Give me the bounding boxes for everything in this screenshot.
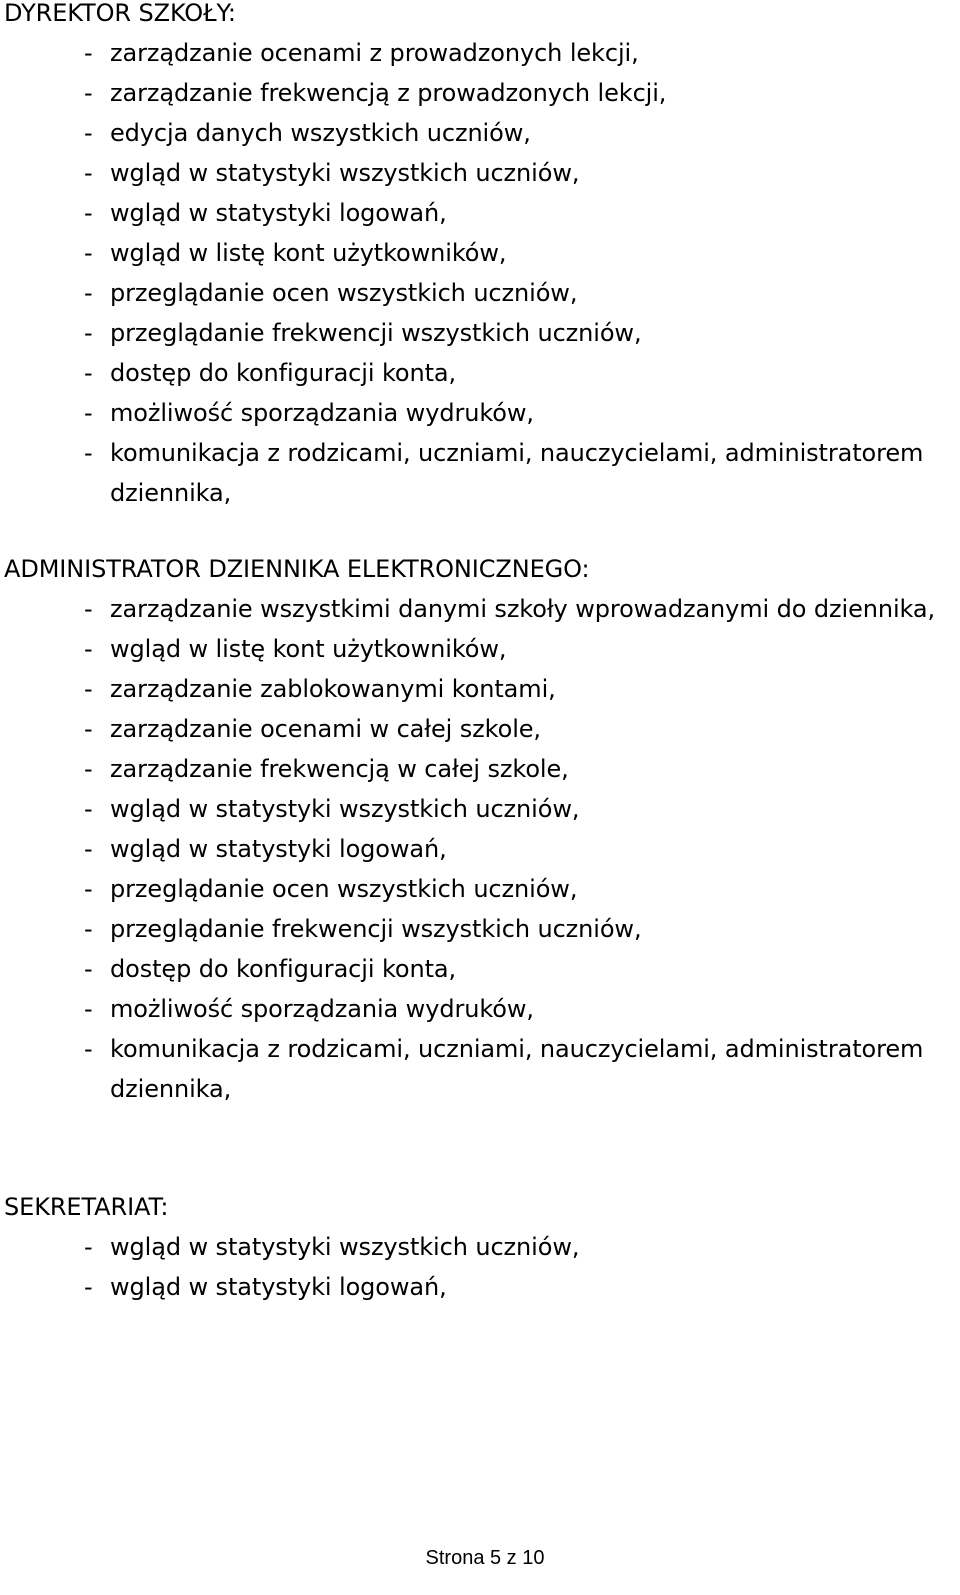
bullet-dash: - xyxy=(84,319,93,347)
list-item-text: przeglądanie frekwencji wszystkich uczniów, xyxy=(110,915,642,943)
list-item xyxy=(0,313,960,353)
list-item-text: przeglądanie ocen wszystkich uczniów, xyxy=(110,875,578,903)
list-item-text: edycja danych wszystkich uczniów, xyxy=(110,119,531,147)
list-item xyxy=(0,789,960,829)
page-number: Strona 5 z 10 xyxy=(425,1547,545,1569)
bullet-dash: - xyxy=(84,279,93,307)
list-item-text: zarządzanie frekwencją z prowadzonych lekcji, xyxy=(110,79,667,107)
list-item-text: wgląd w listę kont użytkowników, xyxy=(110,239,507,267)
list-item-text: dostęp do konfiguracji konta, xyxy=(110,955,457,983)
bullet-dash: - xyxy=(84,755,93,783)
list-item xyxy=(0,989,960,1029)
bullet-dash: - xyxy=(84,399,93,427)
list-item xyxy=(0,353,960,393)
list-item-text: zarządzanie zablokowanymi kontami, xyxy=(110,675,556,703)
section-heading: ADMINISTRATOR DZIENNIKA ELEKTRONICZNEGO: xyxy=(4,555,590,583)
list-item-text: zarządzanie ocenami z prowadzonych lekcji, xyxy=(110,39,639,67)
list-item-text: wgląd w statystyki wszystkich uczniów, xyxy=(110,1233,580,1261)
bullet-dash: - xyxy=(84,595,93,623)
bullet-dash: - xyxy=(84,439,93,467)
list-item-text: możliwość sporządzania wydruków, xyxy=(110,995,534,1023)
list-item xyxy=(0,113,960,153)
list-item-text: zarządzanie wszystkimi danymi szkoły wprowadzanymi do dziennika, xyxy=(110,595,936,623)
bullet-dash: - xyxy=(84,1273,93,1301)
bullet-dash: - xyxy=(84,715,93,743)
list-item xyxy=(0,153,960,193)
list-item xyxy=(0,829,960,869)
section-heading: DYREKTOR SZKOŁY: xyxy=(4,0,236,27)
bullet-dash: - xyxy=(84,835,93,863)
list-item xyxy=(0,193,960,233)
list-item-text: komunikacja z rodzicami, uczniami, nauczycielami, administratorem dziennika, xyxy=(110,439,924,507)
list-item-text: wgląd w listę kont użytkowników, xyxy=(110,635,507,663)
bullet-dash: - xyxy=(84,39,93,67)
list-item-text: przeglądanie ocen wszystkich uczniów, xyxy=(110,279,578,307)
bullet-dash: - xyxy=(84,915,93,943)
section-heading: SEKRETARIAT: xyxy=(4,1193,169,1221)
bullet-dash: - xyxy=(84,1035,93,1063)
list-item xyxy=(0,33,960,73)
list-item xyxy=(0,589,960,629)
list-item xyxy=(0,393,960,433)
list-item-text: zarządzanie frekwencją w całej szkole, xyxy=(110,755,569,783)
list-item xyxy=(0,629,960,669)
list-item-text: wgląd w statystyki wszystkich uczniów, xyxy=(110,159,580,187)
list-item-text: wgląd w statystyki wszystkich uczniów, xyxy=(110,795,580,823)
permission-list xyxy=(0,33,960,513)
list-item xyxy=(0,1227,960,1267)
list-item xyxy=(0,73,960,113)
bullet-dash: - xyxy=(84,359,93,387)
bullet-dash: - xyxy=(84,159,93,187)
bullet-dash: - xyxy=(84,675,93,703)
list-item xyxy=(0,1267,960,1307)
list-item-text: wgląd w statystyki logowań, xyxy=(110,1273,447,1301)
permission-list xyxy=(0,1227,960,1307)
bullet-dash: - xyxy=(84,199,93,227)
list-item xyxy=(0,709,960,749)
list-item-text: wgląd w statystyki logowań, xyxy=(110,835,447,863)
list-item-text: możliwość sporządzania wydruków, xyxy=(110,399,534,427)
permission-list xyxy=(0,589,960,1109)
list-item-text: przeglądanie frekwencji wszystkich uczniów, xyxy=(110,319,642,347)
bullet-dash: - xyxy=(84,79,93,107)
list-item xyxy=(0,433,960,513)
bullet-dash: - xyxy=(84,795,93,823)
list-item xyxy=(0,273,960,313)
list-item xyxy=(0,233,960,273)
bullet-dash: - xyxy=(84,635,93,663)
list-item xyxy=(0,949,960,989)
list-item xyxy=(0,869,960,909)
list-item xyxy=(0,669,960,709)
list-item xyxy=(0,909,960,949)
list-item-text: zarządzanie ocenami w całej szkole, xyxy=(110,715,541,743)
list-item-text: dostęp do konfiguracji konta, xyxy=(110,359,457,387)
list-item-text: wgląd w statystyki logowań, xyxy=(110,199,447,227)
bullet-dash: - xyxy=(84,119,93,147)
bullet-dash: - xyxy=(84,239,93,267)
bullet-dash: - xyxy=(84,1233,93,1261)
bullet-dash: - xyxy=(84,995,93,1023)
list-item-text: komunikacja z rodzicami, uczniami, nauczycielami, administratorem dziennika, xyxy=(110,1035,924,1103)
bullet-dash: - xyxy=(84,955,93,983)
list-item xyxy=(0,749,960,789)
bullet-dash: - xyxy=(84,875,93,903)
list-item xyxy=(0,1029,960,1109)
